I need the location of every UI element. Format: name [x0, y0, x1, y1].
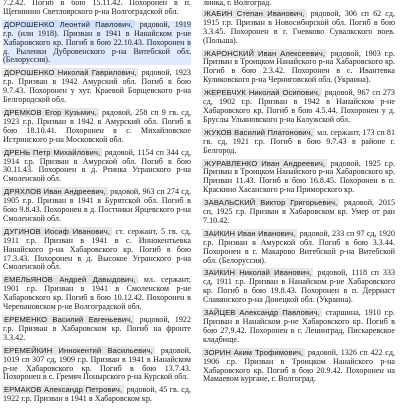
- entry-text: рядовой, 1925 г.р. Призван в Троицком Нанайского р-на Хабаровского кр. Призван 11.43. Погиб в бою 16.8.45. Похоронен в п. Краскино Хасанского р-на Приморского кр.: [203, 158, 395, 195]
- entry-text: рядовой, 258 сп 9 гв. сд, 1923 г.р. Призван в 1942 в Амурский обл. Погиб в бою 18.10.41. Похоронен в с. Михайловское Истринского р-на Московской обл.: [3, 107, 192, 144]
- memorial-entry: [3, 0, 191, 17]
- memorial-entry: [203, 199, 395, 226]
- entry-name: ЖЕРЕБЧУК Николай Осипович,: [204, 88, 320, 98]
- entry-text: рядовой, 963 сп 274 сд, 1905 г.р. Призван в 1941 в Бурятской обл. Погиб в бою 9.8.43. Похоронен в д. Постники Ярцевского р-на Смоленской обл.: [3, 187, 191, 223]
- memorial-entry: [3, 69, 191, 105]
- memorial-entry: [203, 89, 395, 125]
- memorial-entry: [3, 149, 191, 185]
- entry-text: ст. сержант, 5 гв. сд, 1911 г.р. Призван в 1941 в с. Иннокентьевка Нанайского р-на Хабаровского кр. Погиб в бою 17.3.43. Похоронен в д. Высокое Угранского р-на Смоленской обл.: [3, 226, 191, 272]
- memorial-entry: [203, 50, 395, 86]
- entry-name: ЕРМАКОВ Александр Петрович,: [4, 385, 123, 395]
- entry-name: ЖАБИН Степан Иванович,: [204, 8, 305, 18]
- entry-name: ЗАИКИН Николай Иванович,: [204, 268, 312, 278]
- entry-text: рядовой, 1019 сп 307 сд, 1909 г.р. Призван в 1941 в Нанайском р-не Хабаровского кр. Погиб в бою 13.7.43. Похоронен в с. Гремяч Понырского р-на Курской обл.: [3, 345, 191, 382]
- memorial-entry: [3, 276, 191, 312]
- entry-name: ЕРЕМЕНКО Василий Евгеньевич,: [4, 315, 133, 324]
- memorial-entry: [203, 160, 395, 196]
- memorial-entry: [3, 316, 191, 343]
- entry-name: ЕМЕЛЬЯНОВ Андрей Давыдович,: [4, 275, 136, 285]
- entry-text: линка, г. Волгоград.: [203, 0, 272, 7]
- entry-text: рядовой, 45 гв. сд, 1922 г.р. Призван в 1941 в Хабаровском кр.: [3, 385, 191, 404]
- entry-name: ЖУКОВ Василий Платонович,: [204, 127, 313, 137]
- memorial-entry: [203, 269, 395, 305]
- entry-text: рядовой, 1923 г.р. Призван в 1942 Амурский обл. Погиб в бою 9.7.43. Похоронен у хут. Краевой Борщевского р-на Белгородской обл.: [3, 68, 191, 105]
- entry-name: ЖАРОНСКИЙ Иван Алексеевич,: [204, 48, 325, 58]
- right-column: [203, 0, 395, 388]
- memorial-entry: [3, 21, 191, 66]
- left-column: [3, 0, 191, 408]
- entry-text: рядовой, 1919 г.р. (или 1918). Призван в 1941 в Нанайском р-не Хабаровского кр. Погиб в бою 22.10.43. Похоронен в д. Рыленки Дубровенского р-на Витебской обл. (Белоруссия).: [3, 19, 191, 65]
- memorial-entry: [3, 109, 191, 145]
- entry-text: рядовой, 1903 г.р. Призван в Троицком Нанайского р-на Хабаровского кр. Погиб в бою 2.3.42. Похоронен в с. Ивантевка Куликовского р-на Черниговской обл. (Украина).: [203, 48, 396, 85]
- entry-name: ДРЕНЬ Петр Михайлович,: [4, 147, 101, 157]
- entry-text: рядовой, 233 сп 97 сд, 1920 г.р. Призван в Амурской обл. Погиб в бою 3.3.44. Похоронен в г. Макарово Витебской р-на Витебской обл. (Белоруссия).: [203, 228, 395, 265]
- entry-text: рядовой, 1922 г.р. Призван в Хабаровском кр. Погиб на фронте 3.3.42.: [3, 315, 191, 342]
- entry-name: ДРЕМКОВ Егор Кузьмич,: [4, 107, 97, 117]
- entry-text: рядовой, 967 сп 273 сд, 1902 г.р. Призван в 1942 в Нанайском р-не Хабаровского кр. Погиб в бою 4.5.44. Похоронен у д. Бруслы Ульяновского р-на Калужской обл.: [203, 88, 395, 124]
- memorial-entry: [203, 230, 395, 266]
- entry-name: ДОРОШЕНКО Николай Гаврилович,: [4, 68, 137, 78]
- entry-name: ЕРЕМЕЙКИН Иннокентий Васильевич,: [4, 345, 153, 355]
- memorial-entry: [203, 129, 395, 156]
- entry-text: 7.2.42. Погиб в бою 15.11.42. Похоронен в п. Щепинино Светлоярского р-на Волгоградской обл.: [3, 0, 191, 16]
- entry-name: ЗОРИН Аким Трофимович,: [204, 347, 304, 357]
- entry-name: ДУГИНОВ Иосиф Иванович,: [4, 226, 110, 236]
- entry-text: мл. сержант, 1901 г.р. Призван в 1941 в Смоленском р-не Хабаровского кр. Погиб в бою 10.12.42. Похоронен в Черепановском р-не Волгоградской обл.: [3, 275, 191, 312]
- memorial-entry: [203, 0, 395, 8]
- entry-text: мл. сержант, 173 сп 81 гв. сд, 1921 г.р. Погиб в бою 9.7.43 в районе г. Белгород.: [203, 127, 395, 155]
- memorial-entry: [3, 228, 191, 273]
- memorial-entry: [203, 10, 395, 46]
- entry-name: ЖУРАВЛЕНКО Иван Андреевич,: [204, 158, 326, 168]
- entry-name: ДОРОШЕНКО Леонтий Павлович,: [4, 19, 133, 29]
- entry-name: ДРЯХЛОВ Иван Андреевич,: [4, 187, 106, 197]
- memorial-entry: [3, 188, 191, 224]
- entry-name: ЗАЙЦЕВ Александр Павлович,: [204, 308, 320, 318]
- entry-text: рядовой, 1118 сп 333 сд, 1911 г.р. Призван в Нанайском р-не Хабаровского кр. Погиб в бою 19.8.43. Похоронен в п. Дерриаст Славянского р-на Донецкой обл. (Украина).: [203, 268, 395, 305]
- memorial-entry: [3, 386, 191, 404]
- entry-text: старшина, 1910 г.р. Призван в Нанайском р-не Хабаровского кр. Погиб в бою 27.9.42. Похоронен в г. Ленинград, Пискаревское кладбище.: [203, 308, 395, 344]
- entry-text: рядовой, 1326 сп 422 сд, 1906 г.р. Призван в Троицком Нанайского р-на Хабаровского кр. Погиб в бою 20.9.42. Похоронен на Мамаевом кургане, г. Волгоград.: [203, 347, 395, 384]
- memorial-entry: [3, 347, 191, 383]
- memorial-entry: [203, 349, 395, 385]
- memorial-entry: [203, 309, 395, 345]
- entry-text: рядовой, 2015 сп, 1925 г.р. Призван в Хабаровском кр. Умер от ран 7.10.42.: [203, 198, 395, 225]
- entry-name: ЗАИКИН Иван Иванович,: [204, 228, 296, 238]
- entry-name: ЗАВАЛЬСКИЙ Виктор Григорьевич,: [204, 198, 338, 208]
- entry-text: рядовой, 1154 сп 344 сд, 1914 г.р. Призван в Амурской обл. Погиб в бою 30.11.43. Похоронен в д. Ртинка Угранского р-на Смоленской обл.: [3, 147, 191, 184]
- entry-text: рядовой, 306 сп 62 сд, 1915 г.р. Призван в Новосибирской обл. Погиб в бою 3.3.45. Похоронен в г. Гневково Сувалкского воев. (Польша).: [203, 8, 395, 45]
